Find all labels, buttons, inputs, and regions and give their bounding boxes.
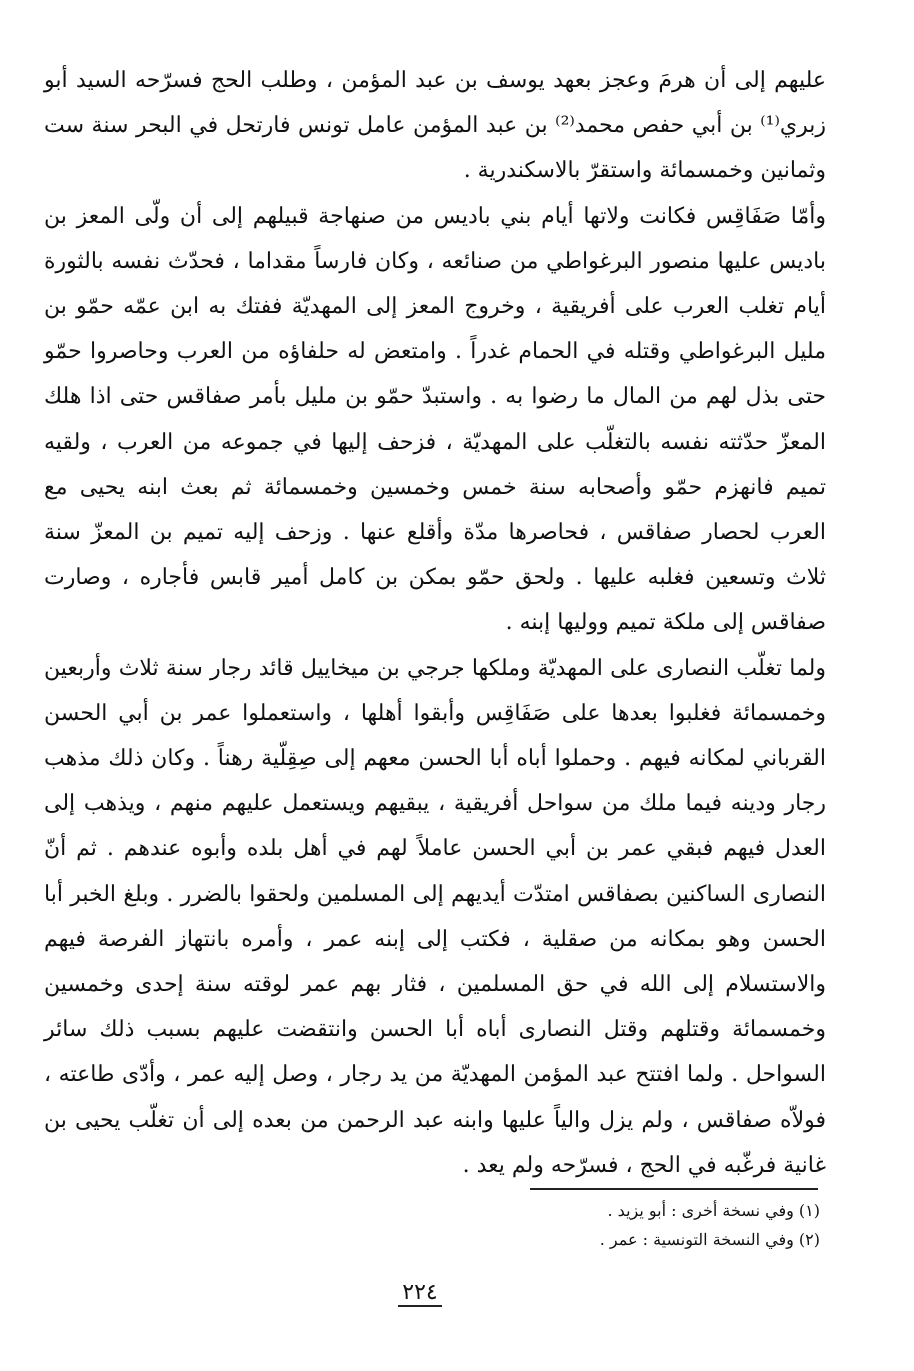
paragraph-1: عليهم إلى أن هرمَ وعجز بعهد يوسف بن عبد المؤمن ، وطلب الحج فسرّحه السيد أبو زبري⁽¹⁾ بن أبي حفص محمد⁽²⁾ بن عبد المؤمن عامل تونس فارتحل في البحر سنة ست وثمانين وخمسمائة واستقرّ بالاسكندرية . [44, 68, 827, 184]
footnote-2: (٢) وفي النسخة التونسية : عمر . [599, 1230, 820, 1249]
paragraph-2: وأمّا صَفَاقِس فكانت ولاتها أيام بني باديس من صنهاجة قبيلهم إلى أن ولّى المعز بن باديس عليها منصور البرغواطي من صنائعه ، وكان فارساً مقداما ، فحدّث نفسه بالثورة أيام تغلب العرب على أفريقية ، وخروج المعز إلى المهديّة ففتك به ابن عمّه حمّو بن مليل البرغواطي وقتله في الحمام غدراً . وامتعض له حلفاؤه من العرب وحاصروا حمّو حتى بذل لهم من المال ما رضوا به . واستبدّ حمّو بن مليل بأمر صفاقس حتى اذا هلك المعزّ حدّثته نفسه بالتغلّب على المهديّة ، فزحف إليها في جموعه من العرب ، ولقيه تميم فانهزم حمّو وأصحابه سنة خمس وخمسين وخمسمائة ثم بعث ابنه يحيى مع العرب لحصار صفاقس ، فحاصرها مدّة وأقلع عنها . وزحف إليه تميم بن المعزّ سنة ثلاث وتسعين فغلبه عليها . ولحق حمّو بمكن بن كامل أمير قابس فأجاره ، وصارت صفاقس إلى ملكة تميم ووليها إبنه . [44, 203, 826, 636]
page-number-text: ٢٢٤ [398, 1280, 441, 1307]
footnotes [600, 1196, 820, 1254]
paragraph-3: ولما تغلّب النصارى على المهديّة وملكها جرجي بن ميخاييل قائد رجار سنة ثلاث وأربعين وخمسمائة فغلبوا بعدها على صَفَاقِس وأبقوا أهلها ، واستعملوا عمر بن أبي الحسن القرباني لمكانه فيهم . وحملوا أباه أبا الحسن معهم إلى صِقِلّية رهناً . وكان ذلك مذهب رجار ودينه فيما ملك من سواحل أفريقية ، يبقيهم ويستعمل عليهم منهم ، ويذهب إلى العدل فيهم فبقي عمر بن أبي الحسن عاملاً لهم في أهل بلده وأبوه عندهم . ثم أنّ النصارى الساكنين بصفاقس امتدّت أيديهم إلى المسلمين ولحقوا بالضرر . وبلغ الخبر أبا الحسن وهو بمكانه من صقلية ، فكتب إلى إبنه عمر ، وأمره بانتهاز الفرصة فيهم والاستسلام إلى الله في حق المسلمين ، فثار بهم عمر لوقته سنة إحدى وخمسين وخمسمائة وقتلهم وقتل النصارى أباه أبا الحسن وانتقضت عليهم بسبب ذلك سائر السواحل . ولما افتتح عبد المؤمن المهديّة من يد رجار ، وصل إليه عمر ، وأدّى طاعته ، فولاّه صفاقس ، ولم يزل والياً عليها وابنه عبد الرحمن من بعده إلى أن تغلّب يحيى بن غانية فرغّبه في الحج ، فسرّحه ولم يعد . [44, 655, 826, 1178]
page-number [360, 1280, 480, 1305]
footnote-1: (١) وفي نسخة أخرى : أبو يزيد . [607, 1201, 820, 1220]
footnote-divider [530, 1188, 818, 1190]
main-text [44, 58, 826, 1188]
